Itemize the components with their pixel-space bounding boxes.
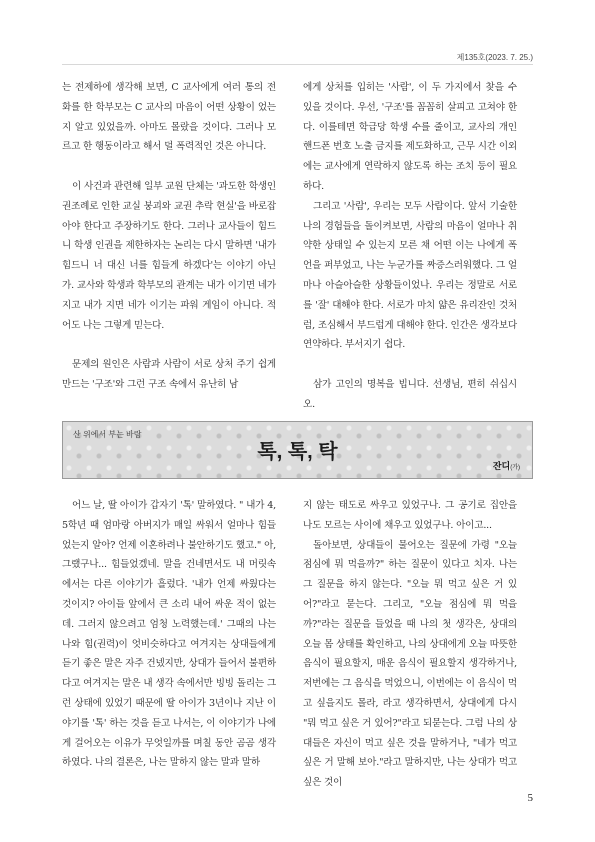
author-tag: (가) xyxy=(510,465,520,471)
header-divider xyxy=(62,64,533,65)
paragraph: 문제의 원인은 사람과 사람이 서로 상처 주기 쉽게 만드는 '구조'와 그런 구조 속에서 유난히 남 xyxy=(62,359,276,390)
paragraph: 에게 상처를 입히는 '사람', 이 두 가지에서 찾을 수 있을 것이다. 우선, '구조'를 꼼꼼히 살피고 고쳐야 한다. 이를테면 학급당 학생 수를 줄이고, 교사의 개인 핸드폰 번호 노출 금지를 제도화하고, 근무 시간 이외에는 교사에게 연락하지 않도록 하는 조치 등이 필요하다. xyxy=(303,82,517,192)
series-name: 산 위에서 부는 바람 xyxy=(73,430,142,439)
paragraph: 지 않는 태도로 싸우고 있었구나. 그 공기로 집안을 나도 모르는 사이에 채우고 있었구나. 아이고... xyxy=(303,500,517,531)
paragraph: 돌아보면, 상대들이 물어오는 질문에 가령 "오늘 점심에 뭐 먹을까?" 하는 질문이 있다고 치자. 나는 그 질문을 하지 않는다. "오늘 뭐 먹고 싶은 거 있어?"라고 묻는다. 그리고, "오늘 점심에 뭐 먹을까?"라는 질문을 들었을 때 나의 첫 생각은, 상대의 오늘 몸 상태를 확인하고, 나의 상대에게 오늘 따뜻한 음식이 필요할지, 매운 음식이 필요할지 생각하거나, 저번에는 그 음식을 먹었으니, 이번에는 이 음식이 먹고 싶을지도 몰라, 라고 생각하면서, 상대에게 다시 "뭐 먹고 싶은 거 있어?"라고 되묻는다. 그럼 나의 상대들은 자신이 먹고 싶은 것을 말하거나, "네가 먹고 싶은 거 말해 보아."라고 말하지만, 나는 상대가 먹고 싶은 것이 xyxy=(303,539,517,789)
author-name: 잔디(가) xyxy=(492,461,520,471)
article-2-right-column xyxy=(303,496,517,793)
article-title: 톡, 톡, 탁 xyxy=(257,441,338,463)
paragraph: 는 전제하에 생각해 보면, C 교사에게 여러 통의 전화를 한 학부모는 C 교사의 마음이 어떤 상황이 었는지 알고 있었을까. 아마도 몰랐을 것이다. 그러나 모르고 한 행동이라고 해서 덜 폭력적인 것은 아니다. xyxy=(62,82,276,153)
article-2-left-column xyxy=(62,496,276,773)
paragraph: 어느 날, 딸 아이가 갑자기 '톡' 말하였다. " 내가 4, 5학년 때 엄마랑 아버지가 매일 싸워서 얼마나 힘들었는지 알아? 언제 이혼하려나 불안하기도 했고." 아, 그랬구나... 힘들었겠네. 말을 건네면서도 내 머릿속에서는 다른 이야기가 흘렀다. '내가 언제 싸웠다는 것이지? 아이들 앞에서 큰 소리 내어 싸운 적이 없는데. 그러지 않으려고 엄청 노력했는데.' 그때의 나는 나와 힘(권력)이 엇비슷하다고 여겨지는 상대들에게 듣기 좋은 말은 자주 건넸지만, 상대가 들어서 불편하다고 여겨지는 말은 내 생각 속에서만 빙빙 돌리는 그런 상태에 있었기 때문에 딸 아이가 3년이나 지난 이야기를 '톡' 하는 것을 듣고 나서는, 이 이야기가 나에게 걸어오는 이유가 무엇일까를 며칠 동안 곰곰 생각하였다. 나의 결론은, 나는 말하지 않는 말과 말하 xyxy=(62,500,276,769)
column-banner xyxy=(62,421,533,479)
page-number: 5 xyxy=(527,792,533,804)
paragraph: 이 사건과 관련해 일부 교원 단체는 '과도한 학생인권조례로 인한 교실 붕괴와 교권 추락 현실'을 바로잡아야 한다고 주장하기도 한다. 그러나 교사들이 힘드니 학생 인권을 제한하자는 논리는 다시 말하면 '내가 힘드니 너 대신 너를 힘들게 하겠다'는 이야기 아닌가. 교사와 학생과 학부모의 관계는 내가 이기면 네가 지고 내가 지면 네가 이기는 파워 게임이 아니다. 적어도 나는 그렇게 믿는다. xyxy=(62,180,276,331)
issue-label: 제135호(2023. 7. 25.) xyxy=(456,53,533,62)
paragraph: 그리고 '사람', 우리는 모두 사람이다. 앞서 기술한 나의 경험들을 돌이켜보면, 사람의 마음이 얼마나 취약한 상태일 수 있는지 모른 채 어떤 이는 나에게 폭언을 퍼부었고, 나는 누군가를 짜증스러워했다. 그 얼마나 아슬아슬한 상황들이었나. 우리는 정말로 서로를 '잘' 대해야 한다. 서로가 마치 얇은 유리잔인 것처럼, 조심해서 부드럽게 대해야 한다. 인간은 생각보다 연약하다. 부서지기 쉽다. xyxy=(303,200,517,351)
article-1-left-column xyxy=(62,78,276,395)
article-1-right-column xyxy=(303,78,517,415)
paragraph: 삼가 고인의 명복을 빕니다. 선생님, 편히 쉬십시오. xyxy=(303,378,517,410)
